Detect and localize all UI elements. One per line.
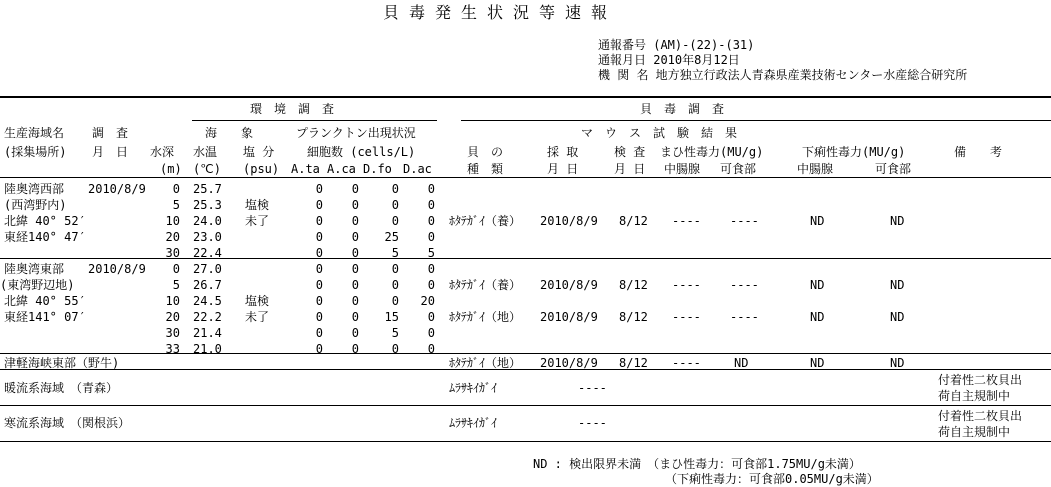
area-name: 寒流系海域 （関根浜）: [4, 416, 131, 430]
survey-date: 2010/8/9: [88, 262, 146, 276]
plankton-d-ac-cell: 0: [427, 182, 435, 196]
salinity-cell: 未了: [245, 310, 270, 324]
mouse-test-header: マ ウ ス 試 験 結 果: [581, 126, 738, 140]
shellfish-type: ﾎﾀﾃｶﾞｲ（地）: [449, 310, 522, 324]
env-header-divider: [192, 120, 437, 121]
exam-date-subheader: 月 日: [614, 162, 646, 176]
shellfish-header: 貝 の: [467, 145, 504, 159]
psp-edible-header: 可食部: [720, 162, 757, 176]
plankton-a-ta-cell: 0: [315, 278, 323, 292]
plankton-d-ac-cell: 0: [427, 262, 435, 276]
plankton-a-ca-cell: 0: [351, 246, 359, 260]
toxin-survey-header: 貝 毒 調 査: [640, 102, 725, 116]
depth-cell: 10: [165, 294, 180, 308]
shellfish-type: ﾑﾗｻｷｲｶﾞｲ: [449, 381, 498, 395]
page-title: 貝毒発生状況等速報: [383, 3, 618, 22]
dsp-midgut-value: ND: [810, 278, 825, 292]
temperature-cell: 21.0: [193, 342, 222, 356]
area-latitude: 北緯 40° 52′: [4, 214, 86, 228]
temperature-cell: 23.0: [193, 230, 222, 244]
plankton-a-ca-cell: 0: [351, 278, 359, 292]
plankton-d-ac-cell: 0: [427, 310, 435, 324]
dsp-edible-header: 可食部: [875, 162, 912, 176]
psp-midgut-header: 中腸腺: [664, 162, 701, 176]
remark-line: 付着性二枚貝出: [938, 409, 1023, 423]
table-bottom-border: [0, 441, 1051, 442]
psp-header: まひ性毒力(MU/g): [660, 145, 764, 159]
sea-condition-header: 海 象: [205, 126, 254, 140]
shellfish-subheader: 種 類: [467, 162, 504, 176]
plankton-d-ac-cell: 5: [427, 246, 435, 260]
area-name: 津軽海峡東部（野牛): [4, 356, 120, 370]
plankton-d-ac-cell: 20: [420, 294, 435, 308]
plankton-d-ac-cell: 0: [427, 198, 435, 212]
depth-header: 水深: [150, 145, 175, 159]
temperature-cell: 22.2: [193, 310, 222, 324]
exam-date: 8/12: [619, 278, 648, 292]
plankton-a-ta-cell: 0: [315, 198, 323, 212]
plankton-a-ta-cell: 0: [315, 262, 323, 276]
exam-date: 8/12: [619, 214, 648, 228]
area-name: 陸奥湾東部: [4, 262, 65, 276]
depth-cell: 20: [165, 230, 180, 244]
dsp-header: 下痢性毒力(MU/g): [802, 145, 906, 159]
depth-cell: 30: [165, 326, 180, 340]
temperature-cell: 24.5: [193, 294, 222, 308]
area-location: (西湾野内): [4, 198, 67, 212]
depth-cell: 5: [172, 278, 180, 292]
plankton-a-ta-cell: 0: [315, 230, 323, 244]
salinity-cell: 塩検: [245, 198, 270, 212]
sample-date: 2010/8/9: [540, 278, 598, 292]
dsp-edible-value: ND: [890, 278, 905, 292]
depth-cell: 0: [172, 182, 180, 196]
area-name: 暖流系海域 （青森）: [4, 381, 119, 395]
psp-edible-value: ----: [730, 310, 759, 324]
psp-midgut-value: ----: [672, 278, 701, 292]
cell-count-header: 細胞数 (cells/L): [307, 145, 416, 159]
temperature-cell: 21.4: [193, 326, 222, 340]
exam-date: 8/12: [619, 356, 648, 370]
shellfish-type: ﾎﾀﾃｶﾞｲ（養）: [449, 214, 522, 228]
depth-cell: 33: [165, 342, 180, 356]
sample-date: 2010/8/9: [540, 356, 598, 370]
table-top-border: [0, 96, 1051, 98]
shellfish-type: ﾎﾀﾃｶﾞｲ（地）: [449, 356, 522, 370]
depth-unit: (m): [160, 162, 182, 176]
sample-date: 2010/8/9: [540, 310, 598, 324]
psp-edible-value: ----: [730, 214, 759, 228]
plankton-a-ta-cell: 0: [315, 310, 323, 324]
remarks-header: 備 考: [954, 145, 1003, 159]
plankton-a-ca-cell: 0: [351, 182, 359, 196]
plankton-a-ca-cell: 0: [351, 230, 359, 244]
plankton-d-ac-cell: 0: [427, 326, 435, 340]
depth-cell: 20: [165, 310, 180, 324]
temperature-cell: 24.0: [193, 214, 222, 228]
area-location: (東湾野辺地): [0, 278, 75, 292]
plankton-d-ac-header: D.ac: [403, 162, 432, 176]
area-latitude: 北緯 40° 55′: [4, 294, 86, 308]
temperature-unit: (℃): [193, 162, 221, 176]
plankton-a-ca-cell: 0: [351, 262, 359, 276]
dsp-midgut-value: ND: [810, 310, 825, 324]
temperature-cell: 22.4: [193, 246, 222, 260]
plankton-d-fo-cell: 15: [384, 310, 399, 324]
plankton-a-ca-cell: 0: [351, 342, 359, 356]
plankton-a-ca-cell: 0: [351, 326, 359, 340]
psp-midgut-value: ----: [672, 214, 701, 228]
exam-date: 8/12: [619, 310, 648, 324]
temperature-header: 水温: [193, 145, 218, 159]
footnote-dsp: （下痢性毒力：可食部0.05MU/g未満）: [665, 472, 879, 486]
psp-edible-value: ----: [730, 278, 759, 292]
area-header: 生産海域名: [4, 126, 65, 140]
footnote-nd: ND : 検出限界未満 （まひ性毒力：可食部1.75MU/g未満）: [533, 457, 861, 471]
plankton-a-ta-cell: 0: [315, 182, 323, 196]
salinity-cell: 塩検: [245, 294, 270, 308]
plankton-a-ca-cell: 0: [351, 214, 359, 228]
dsp-midgut-value: ND: [810, 356, 825, 370]
sample-date: 2010/8/9: [540, 214, 598, 228]
plankton-a-ta-cell: 0: [315, 246, 323, 260]
plankton-a-ta-header: A.ta: [291, 162, 320, 176]
result-value: ----: [578, 381, 607, 395]
result-value: ----: [578, 416, 607, 430]
temperature-cell: 25.7: [193, 182, 222, 196]
salinity-header: 塩 分: [243, 145, 275, 159]
exam-date-header: 検 査: [614, 145, 646, 159]
report-organization: 機 関 名 地方独立行政法人青森県産業技術センター水産総合研究所: [598, 68, 968, 82]
sample-date-header: 採 取: [547, 145, 579, 159]
plankton-a-ta-cell: 0: [315, 326, 323, 340]
plankton-a-ca-cell: 0: [351, 310, 359, 324]
dsp-midgut-value: ND: [810, 214, 825, 228]
depth-cell: 0: [172, 262, 180, 276]
remark-line: 荷自主規制中: [938, 389, 1011, 403]
row-divider: [0, 405, 1051, 406]
plankton-d-fo-cell: 0: [391, 294, 399, 308]
depth-cell: 5: [172, 198, 180, 212]
plankton-header: プランクトン出現状況: [296, 126, 416, 140]
plankton-d-fo-cell: 5: [391, 246, 399, 260]
dsp-midgut-header: 中腸腺: [797, 162, 834, 176]
plankton-a-ta-cell: 0: [315, 294, 323, 308]
area-subheader: (採集場所): [4, 145, 67, 159]
dsp-edible-value: ND: [890, 356, 905, 370]
depth-cell: 10: [165, 214, 180, 228]
plankton-d-fo-header: D.fo: [363, 162, 392, 176]
plankton-a-ta-cell: 0: [315, 214, 323, 228]
plankton-d-ac-cell: 0: [427, 214, 435, 228]
header-bottom-border: [0, 177, 1051, 178]
area-longitude: 東経140° 47′: [4, 230, 86, 244]
survey-date: 2010/8/9: [88, 182, 146, 196]
depth-cell: 30: [165, 246, 180, 260]
remark-line: 付着性二枚貝出: [938, 373, 1023, 387]
shellfish-type: ﾎﾀﾃｶﾞｲ（養）: [449, 278, 522, 292]
temperature-cell: 26.7: [193, 278, 222, 292]
psp-midgut-value: ----: [672, 356, 701, 370]
report-number: 通報番号 (AM)-(22)-(31): [598, 38, 755, 52]
remark-line: 荷自主規制中: [938, 425, 1011, 439]
temperature-cell: 25.3: [193, 198, 222, 212]
survey-date-subheader: 月 日: [92, 145, 129, 159]
plankton-d-ac-cell: 0: [427, 342, 435, 356]
plankton-a-ta-cell: 0: [315, 342, 323, 356]
plankton-a-ca-cell: 0: [351, 198, 359, 212]
area-name: 陸奥湾西部: [4, 182, 65, 196]
dsp-edible-value: ND: [890, 214, 905, 228]
plankton-d-fo-cell: 0: [391, 278, 399, 292]
plankton-d-fo-cell: 0: [391, 182, 399, 196]
plankton-d-fo-cell: 5: [391, 326, 399, 340]
plankton-d-fo-cell: 25: [384, 230, 399, 244]
psp-midgut-value: ----: [672, 310, 701, 324]
env-survey-header: 環 境 調 査: [250, 102, 335, 116]
report-date: 通報月日 2010年8月12日: [598, 53, 740, 67]
plankton-d-fo-cell: 0: [391, 198, 399, 212]
plankton-d-ac-cell: 0: [427, 230, 435, 244]
psp-edible-value: ND: [734, 356, 749, 370]
salinity-unit: (psu): [243, 162, 280, 176]
plankton-d-fo-cell: 0: [391, 262, 399, 276]
plankton-d-fo-cell: 0: [391, 214, 399, 228]
salinity-cell: 未了: [245, 214, 270, 228]
plankton-a-ca-header: A.ca: [327, 162, 356, 176]
plankton-a-ca-cell: 0: [351, 294, 359, 308]
plankton-d-ac-cell: 0: [427, 278, 435, 292]
toxin-header-divider: [461, 120, 1051, 121]
shellfish-type: ﾑﾗｻｷｲｶﾞｲ: [449, 416, 498, 430]
temperature-cell: 27.0: [193, 262, 222, 276]
survey-date-header: 調 査: [92, 126, 129, 140]
dsp-edible-value: ND: [890, 310, 905, 324]
sample-date-subheader: 月 日: [547, 162, 579, 176]
area-longitude: 東経141° 07′: [4, 310, 86, 324]
plankton-d-fo-cell: 0: [391, 342, 399, 356]
